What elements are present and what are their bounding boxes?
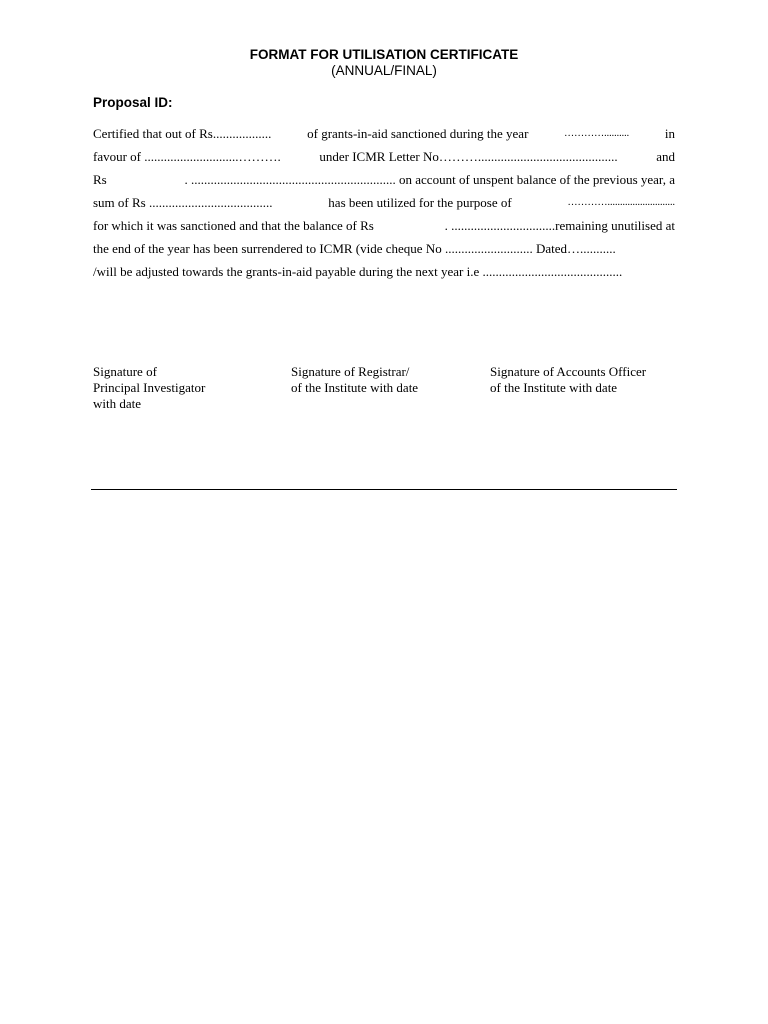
- horizontal-divider: [91, 489, 677, 490]
- signature-line: of the Institute with date: [291, 380, 419, 395]
- line-text: has been utilized for the purpose of: [328, 195, 512, 210]
- proposal-id-label: Proposal ID:: [93, 95, 173, 110]
- certificate-line-3: [93, 172, 675, 188]
- line-text: of grants-in-aid sanctioned during the year: [307, 126, 529, 141]
- signature-line: of the Institute with date: [490, 380, 618, 395]
- signature-line: Signature of Accounts Officer: [490, 364, 647, 379]
- line-text: . ................................remaining unutilised at: [444, 218, 675, 233]
- line-text: favour of .............................……….: [93, 149, 281, 164]
- certificate-line-7: [93, 264, 675, 280]
- line-text: . ............................................................... on account of unspent balance of the previous year, a: [184, 172, 675, 187]
- signature-registrar: [291, 364, 418, 396]
- certificate-title: FORMAT FOR UTILISATION CERTIFICATE: [249, 47, 519, 62]
- signature-line: with date: [93, 396, 142, 411]
- line-text: Rs: [93, 172, 107, 187]
- line-text: /will be adjusted towards the grants-in-aid payable during the next year i.e ...........................................: [93, 264, 623, 279]
- signature-line: Signature of: [93, 364, 157, 379]
- line-text: the end of the year has been surrendered to ICMR (vide cheque No ........................... Dated…...........: [93, 241, 616, 256]
- signature-accounts-officer: [490, 364, 646, 396]
- line-text: Certified that out of Rs..................: [93, 126, 272, 141]
- certificate-line-1: [93, 126, 675, 142]
- line-text: in: [664, 126, 675, 141]
- signature-line: Principal Investigator: [93, 380, 206, 395]
- line-text: …………..........: [564, 128, 630, 139]
- certificate-line-5: [93, 218, 675, 234]
- signature-line: Signature of Registrar/: [291, 364, 410, 379]
- line-text: …………...........................: [567, 197, 675, 208]
- certificate-subtitle: (ANNUAL/FINAL): [331, 63, 437, 78]
- certificate-line-4: [93, 195, 675, 211]
- signature-principal-investigator: [93, 364, 205, 412]
- certificate-line-2: [93, 149, 675, 165]
- line-text: under ICMR Letter No………...........................................: [319, 149, 618, 164]
- line-text: sum of Rs ......................................: [93, 195, 273, 210]
- line-text: and: [656, 149, 675, 164]
- certificate-line-6: [93, 241, 675, 257]
- line-text: for which it was sanctioned and that the balance of Rs: [93, 218, 374, 233]
